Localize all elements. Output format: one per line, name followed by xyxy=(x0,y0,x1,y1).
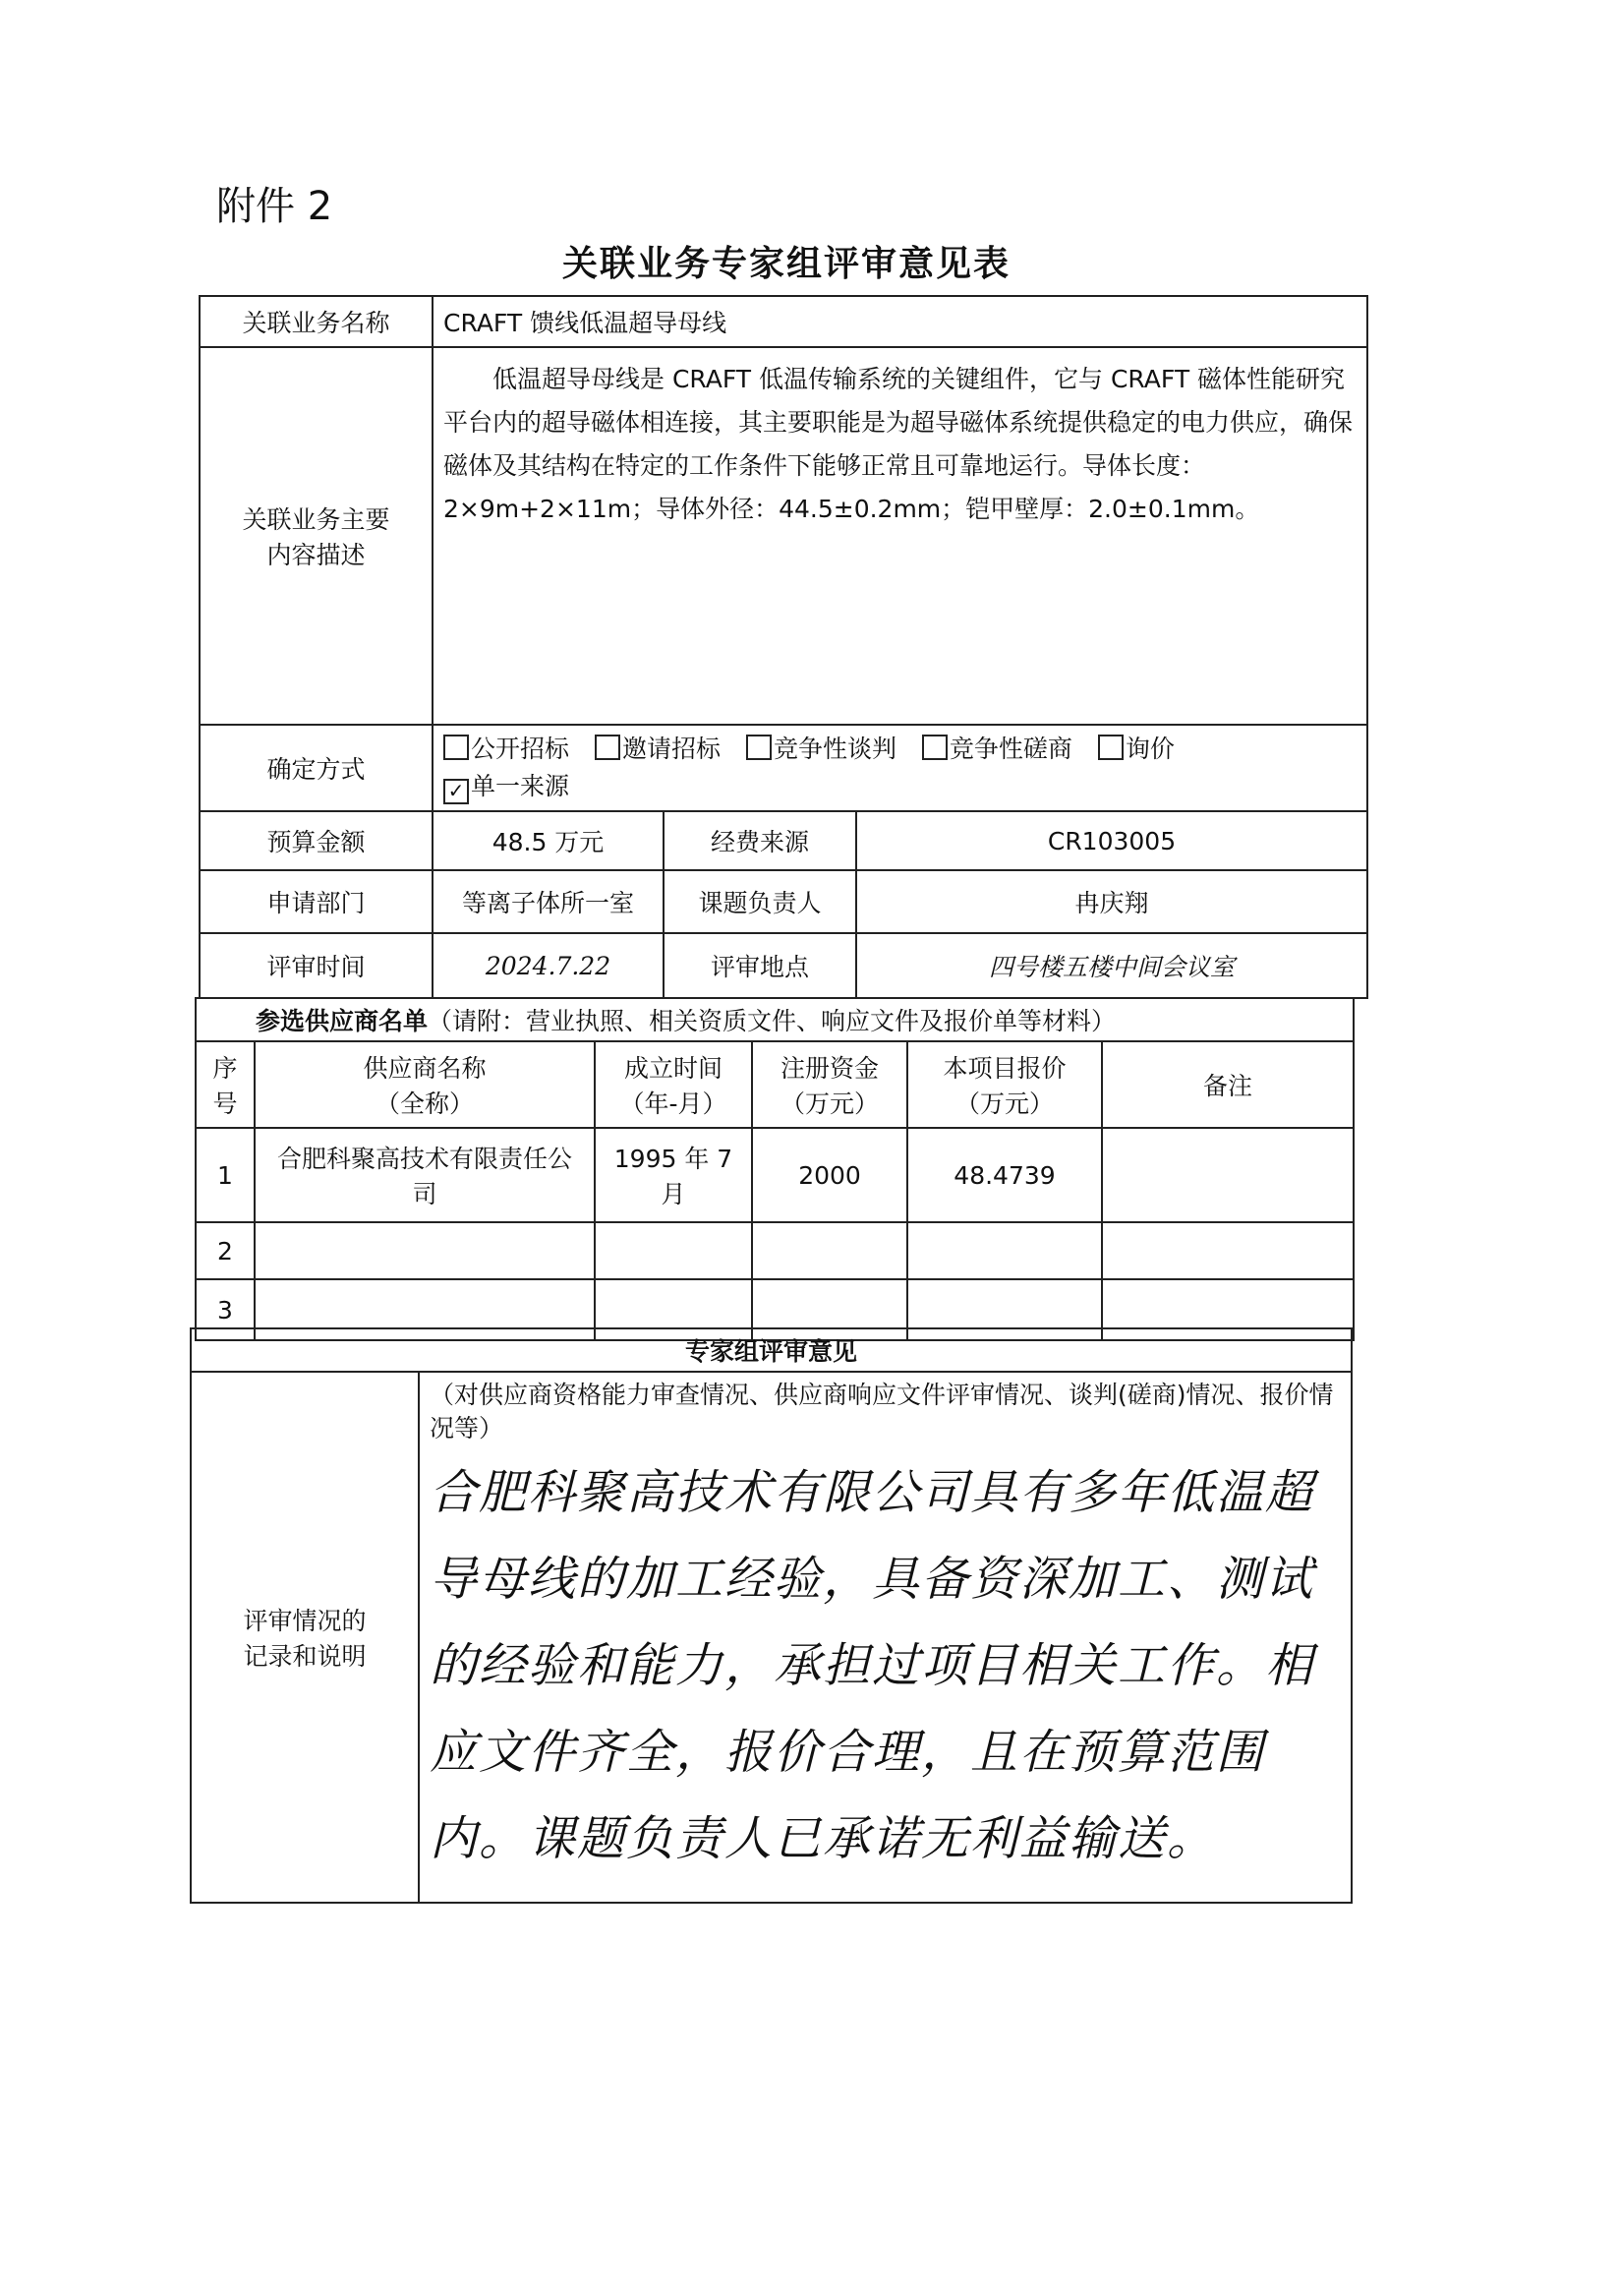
checked-checkbox-icon[interactable]: ✓ xyxy=(443,779,469,804)
header-quote xyxy=(907,1041,1102,1128)
business-name-value: CRAFT 馈线低温超导母线 xyxy=(433,296,1367,347)
method-label-public: 公开招标 xyxy=(471,735,570,763)
checkbox-icon[interactable] xyxy=(595,735,620,760)
review-time-value: 2024.7.22 xyxy=(433,933,664,998)
budget-label: 预算金额 xyxy=(200,811,433,870)
row-seq: 1 xyxy=(196,1128,255,1222)
header-founded xyxy=(595,1041,752,1128)
supplier-section-heading: 参选供应商名单 xyxy=(256,1007,429,1035)
description-text: 低温超导母线是 CRAFT 低温传输系统的关键组件，它与 CRAFT 磁体性能研究平台内的超导磁体相连接，其主要职能是为超导磁体系统提供稳定的电力供应，确保磁体及其结构在特定的工作条件下能够正常且可靠地运行。导体长度：2×9m+2×11m；导体外径：44.5±0.2mm；铠甲壁厚：2.0±0.1mm。 xyxy=(433,347,1367,725)
row-quote: 48.4739 xyxy=(907,1128,1102,1222)
business-name-label: 关联业务名称 xyxy=(200,296,433,347)
method-label-single-source: 单一来源 xyxy=(471,772,570,800)
header-seq-1: 序 xyxy=(212,1054,238,1083)
header-capital-2: （万元） xyxy=(780,1089,879,1118)
checkbox-icon[interactable] xyxy=(1098,735,1124,760)
row-remark xyxy=(1102,1128,1354,1222)
header-seq xyxy=(196,1041,255,1128)
table-row xyxy=(196,1222,1354,1279)
checkbox-icon[interactable] xyxy=(746,735,772,760)
method-option-negotiation[interactable] xyxy=(746,735,896,763)
method-option-consultation[interactable] xyxy=(922,735,1072,763)
header-capital-1: 注册资金 xyxy=(780,1054,879,1083)
header-seq-2: 号 xyxy=(212,1089,238,1118)
supplier-table xyxy=(195,997,1355,1341)
leader-value: 冉庆翔 xyxy=(856,870,1367,933)
opinion-handwritten-text: 合肥科聚高技术有限公司具有多年低温超导母线的加工经验，具备资深加工、测试的经验和能力，承担过项目相关工作。相应文件齐全，报价合理，且在预算范围内。课题负责人已承诺无利益输送。 xyxy=(430,1465,1315,1866)
header-quote-1: 本项目报价 xyxy=(943,1054,1067,1083)
row-seq: 3 xyxy=(196,1279,255,1340)
opinion-label xyxy=(191,1372,419,1903)
opinion-table xyxy=(190,1327,1353,1904)
opinion-content xyxy=(419,1372,1352,1903)
opinion-note: （对供应商资格能力审查情况、供应商响应文件评审情况、谈判(磋商)情况、报价情况等） xyxy=(430,1381,1334,1442)
form-title: 关联业务专家组评审意见表 xyxy=(561,244,1011,284)
header-remark: 备注 xyxy=(1102,1041,1354,1128)
opinion-label-line-2: 记录和说明 xyxy=(243,1642,367,1671)
method-label-inquiry: 询价 xyxy=(1125,735,1175,763)
method-label-invited: 邀请招标 xyxy=(621,735,721,763)
supplier-section-title xyxy=(196,998,1354,1041)
header-quote-2: （万元） xyxy=(954,1089,1054,1118)
department-value: 等离子体所一室 xyxy=(433,870,664,933)
description-label xyxy=(200,347,433,725)
row-capital xyxy=(752,1222,907,1279)
budget-value: 48.5 万元 xyxy=(433,811,664,870)
method-option-public[interactable] xyxy=(443,735,569,763)
header-name-2: （全称） xyxy=(375,1089,474,1118)
method-option-single-source[interactable] xyxy=(443,772,569,800)
review-place-value: 四号楼五楼中间会议室 xyxy=(856,933,1367,998)
header-capital xyxy=(752,1041,907,1128)
header-founded-1: 成立时间 xyxy=(623,1054,723,1083)
header-name xyxy=(255,1041,595,1128)
method-label-negotiation: 竞争性谈判 xyxy=(773,735,896,763)
supplier-section-note: （请附：营业执照、相关资质文件、响应文件及报价单等材料） xyxy=(428,1007,1117,1035)
row-founded xyxy=(595,1222,752,1279)
opinion-label-line-1: 评审情况的 xyxy=(243,1607,367,1635)
review-place-label: 评审地点 xyxy=(664,933,856,998)
row-quote xyxy=(907,1222,1102,1279)
description-label-line-2: 内容描述 xyxy=(266,541,366,569)
method-label: 确定方式 xyxy=(200,725,433,811)
header-name-1: 供应商名称 xyxy=(363,1054,487,1083)
method-option-invited[interactable] xyxy=(595,735,721,763)
fund-source-value: CR103005 xyxy=(856,811,1367,870)
leader-label: 课题负责人 xyxy=(664,870,856,933)
row-founded: 1995 年 7 月 xyxy=(595,1128,752,1222)
business-info-table xyxy=(199,295,1368,999)
opinion-section-title: 专家组评审意见 xyxy=(191,1328,1352,1372)
row-seq: 2 xyxy=(196,1222,255,1279)
row-capital: 2000 xyxy=(752,1128,907,1222)
row-name: 合肥科聚高技术有限责任公司 xyxy=(255,1128,595,1222)
attachment-label: 附件 2 xyxy=(216,184,333,229)
description-label-line-1: 关联业务主要 xyxy=(242,505,390,534)
method-option-inquiry[interactable] xyxy=(1098,735,1175,763)
fund-source-label: 经费来源 xyxy=(664,811,856,870)
method-options xyxy=(433,725,1367,811)
department-label: 申请部门 xyxy=(200,870,433,933)
method-label-consultation: 竞争性磋商 xyxy=(949,735,1072,763)
review-time-label: 评审时间 xyxy=(200,933,433,998)
row-remark xyxy=(1102,1222,1354,1279)
row-name xyxy=(255,1222,595,1279)
checkbox-icon[interactable] xyxy=(922,735,948,760)
table-row xyxy=(196,1128,1354,1222)
header-founded-2: （年-月） xyxy=(619,1089,727,1118)
checkbox-icon[interactable] xyxy=(443,735,469,760)
